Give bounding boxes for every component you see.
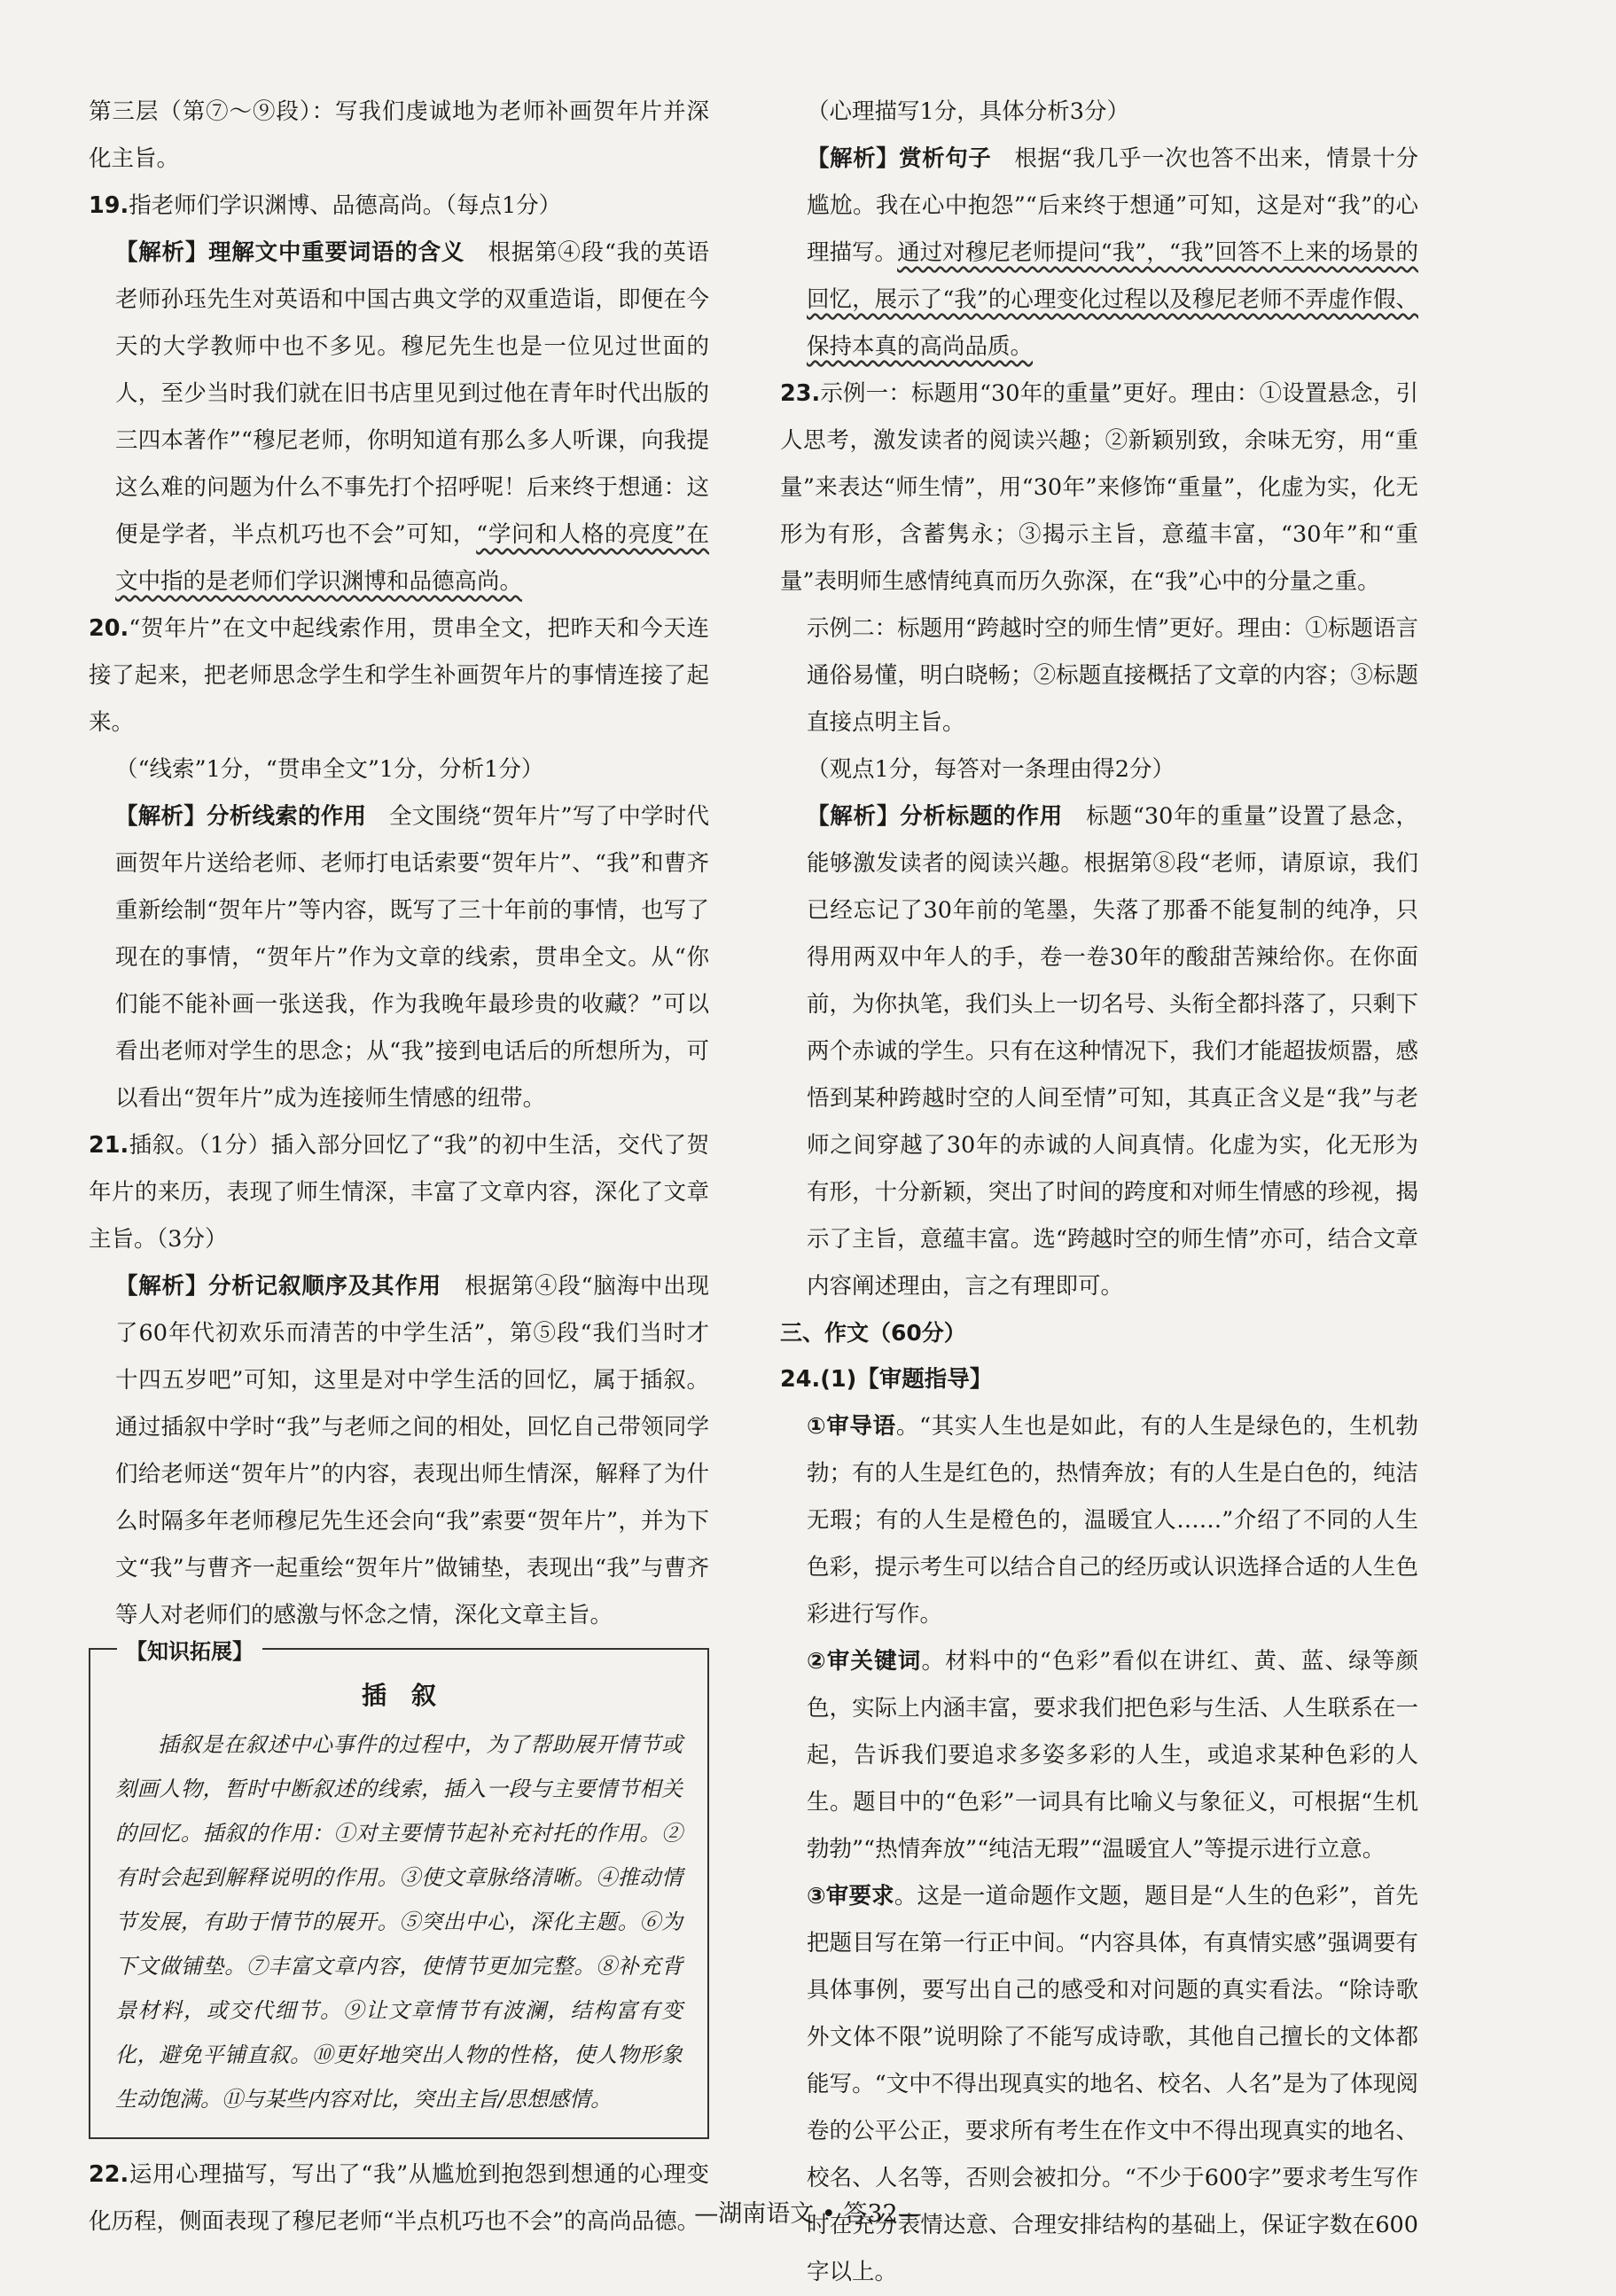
q23-analysis (780, 793, 1418, 1310)
q24-guide-intro-tag: ①审导语 (807, 1413, 896, 1440)
q20-answer-text: “贺年片”在文中起线索作用，贯串全文，把昨天和今天连接了起来，把老师思念学生和学生补画贺年片的事情连接了起来。 (89, 615, 709, 736)
q23-example-one (780, 371, 1418, 605)
q24-guide-keyword-text: 。材料中的“色彩”看似在讲红、黄、蓝、绿等颜色，实际上内涵丰富，要求我们把色彩与生活、人生联系在一起，告诉我们要追求多姿多彩的人生，或追求某种色彩的人生。题目中的“色彩”一词具有比喻义与象征义，可根据“生机勃勃”“热情奔放”“纯洁无瑕”“温暖宜人”等提示进行立意。 (807, 1648, 1419, 1863)
knowledge-box-text: 插叙是在叙述中心事件的过程中，为了帮助展开情节或刻画人物，暂时中断叙述的线索，插入一段与主要情节相关的回忆。插叙的作用：①对主要情节起补充衬托的作用。②有时会起到解释说明的作用。③使文章脉络清晰。④推动情节发展，有助于情节的展开。⑤突出中心，深化主题。⑥为下文做铺垫。⑦丰富文章内容，使情节更加完整。⑧补充背景材料，或交代细节。⑨让文章情节有波澜，结构富有变化，避免平铺直叙。⑩更好地突出人物的性格，使人物形象生动饱满。⑪与某些内容对比，突出主旨/思想感情。 (115, 1732, 683, 2112)
q24-guide-requirements (780, 1873, 1418, 2296)
q24-heading (780, 1356, 1418, 1403)
q19-number: 19. (89, 192, 129, 219)
q21-answer (89, 1122, 709, 1263)
q24-guide-tag: (1)【审题指导】 (820, 1366, 993, 1393)
q22-analysis-body: 根据“我几乎一次也答不出来，情景十分尴尬。我在心中抱怨”“后来终于想通”可知，这是对“我”的心理描写。 (807, 145, 1418, 266)
left-column (89, 89, 709, 2245)
layer-three-summary: 第三层（第⑦～⑨段）：写我们虔诚地为老师补画贺年片并深化主旨。 (89, 98, 709, 172)
q23-number: 23. (780, 380, 821, 407)
q21-number: 21. (89, 1132, 129, 1159)
q22-score: （心理描写1分，具体分析3分） (807, 98, 1129, 125)
q23-example-two: 示例二：标题用“跨越时空的师生情”更好。理由：①标题语言通俗易懂，明白晓畅；②标题直接概括了文章的内容；③标题直接点明主旨。 (807, 615, 1418, 736)
q19-answer-text: 指老师们学识渊博、品德高尚。（每点1分） (129, 192, 562, 219)
q24-guide-intro-text: 。“其实人生也是如此，有的人生是绿色的，生机勃勃；有的人生是红色的，热情奔放；有的人生是白色的，纯洁无瑕；有的人生是橙色的，温暖宜人……”介绍了不同的人生色彩，提示考生可以结合自己的经历或认识选择合适的人生色彩进行写作。 (807, 1413, 1418, 1628)
q24-guide-requirements-tag: ③审要求 (807, 1883, 894, 1909)
section-composition-heading: 三、作文（60分） (780, 1320, 966, 1346)
right-column (780, 89, 1418, 2296)
knowledge-box (89, 1639, 709, 2139)
q23-analysis-tag: 【解析】分析标题的作用 (807, 803, 1064, 830)
q22-answer-text: 运用心理描写，写出了“我”从尴尬到抱怨到想通的心理变化历程，侧面表现了穆尼老师“半点机巧也不会”的高尚品德。 (89, 2161, 709, 2235)
q24-guide-keyword (780, 1638, 1418, 1873)
q23-analysis-body: 标题“30年的重量”设置了悬念，能够激发读者的阅读兴趣。根据第⑧段“老师，请原谅，我们已经忘记了30年前的笔墨，失落了那番不能复制的纯净，只得用两双中年人的手，卷一卷30年的酸甜苦辣给你。在你面前，为你执笔，我们头上一切名号、头衔全都抖落了，只剩下两个赤诚的学生。只有在这种情况下，我们才能超拔烦嚣，感悟到某种跨越时空的人间至情”可知，其真正含义是“我”与老师之间穿越了30年的赤诚的人间真情。化虚为实，化无形为有形，十分新颖，突出了时间的跨度和对师生情感的珍视，揭示了主旨，意蕴丰富。选“跨越时空的师生情”亦可，结合文章内容阐述理由，言之有理即可。 (807, 803, 1418, 1300)
q20-score: （“线索”1分，“贯串全文”1分，分析1分） (115, 756, 544, 783)
q22-number: 22. (89, 2161, 129, 2188)
q22-analysis-tag: 【解析】赏析句子 (807, 145, 992, 172)
q20-analysis-tag: 【解析】分析线索的作用 (115, 803, 367, 830)
q19-underlined: “学问和人格的亮度”在文中指的是老师们学识渊博和品德高尚。 (115, 521, 709, 595)
q19-answer (89, 183, 709, 230)
knowledge-box-title: 插 叙 (361, 1681, 436, 1710)
knowledge-box-tag: 【知识拓展】 (117, 1634, 262, 1665)
q24-guide-intro (780, 1403, 1418, 1638)
q21-answer-text: 插叙。（1分）插入部分回忆了“我”的初中生活，交代了贺年片的来历，表现了师生情深，丰富了文章内容，深化了文章主旨。（3分） (89, 1132, 709, 1253)
q19-analysis-tag: 【解析】理解文中重要词语的含义 (115, 239, 465, 266)
q22-underlined: 通过对穆尼老师提问“我”，“我”回答不上来的场景的回忆，展示了“我”的心理变化过程以及穆尼老师不弄虚作假、保持本真的高尚品质。 (807, 239, 1418, 360)
q21-analysis-tag: 【解析】分析记叙顺序及其作用 (115, 1273, 441, 1300)
q19-analysis-body: 根据第④段“我的英语老师孙珏先生对英语和中国古典文学的双重造诣，即便在今天的大学教师中也不多见。穆尼先生也是一位见过世面的人，至少当时我们就在旧书店里见到过他在青年时代出版的三四本著作”“穆尼老师，你明知道有那么多人听课，向我提这么难的问题为什么不事先打个招呼呢！后来终于想通：这便是学者，半点机巧也不会”可知， (115, 239, 709, 548)
q19-analysis (89, 230, 709, 605)
q20-analysis (89, 793, 709, 1122)
q20-answer (89, 605, 709, 746)
q23-example-one-text: 示例一：标题用“30年的重量”更好。理由：①设置悬念，引人思考，激发读者的阅读兴趣；②新颖别致，余味无穷，用“重量”来表达“师生情”，用“30年”来修饰“重量”，化虚为实，化无形为有形，含蓄隽永；③揭示主旨，意蕴丰富，“30年”和“重量”表明师生感情纯真而历久弥深，在“我”心中的分量之重。 (780, 380, 1418, 595)
q22-analysis (780, 136, 1418, 371)
q24-number: 24. (780, 1366, 821, 1393)
q21-analysis (89, 1263, 709, 1639)
q20-analysis-body: 全文围绕“贺年片”写了中学时代画贺年片送给老师、老师打电话索要“贺年片”、“我”和曹齐重新绘制“贺年片”等内容，既写了三十年前的事情，也写了现在的事情，“贺年片”作为文章的线索，贯串全文。从“你们能不能补画一张送我，作为我晚年最珍贵的收藏？”可以看出老师对学生的思念；从“我”接到电话后的所想所为，可以看出“贺年片”成为连接师生情感的纽带。 (115, 803, 709, 1112)
page-footer: —湖南语文 • 答32— (694, 2200, 922, 2228)
q24-guide-requirements-text: 。这是一道命题作文题，题目是“人生的色彩”，首先把题目写在第一行正中间。“内容具体，有真情实感”强调要有具体事例，要写出自己的感受和对问题的真实看法。“除诗歌外文体不限”说明除了不能写成诗歌，其他自己擅长的文体都能写。“文中不得出现真实的地名、校名、人名”是为了体现阅卷的公平公正，要求所有考生在作文中不得出现真实的地名、校名、人名等，否则会被扣分。“不少于600字”要求考生写作时在充分表情达意、合理安排结构的基础上，保证字数在600字以上。 (807, 1883, 1418, 2285)
q21-analysis-body: 根据第④段“脑海中出现了60年代初欢乐而清苦的中学生活”，第⑤段“我们当时才十四五岁吧”可知，这里是对中学生活的回忆，属于插叙。通过插叙中学时“我”与老师之间的相处，回忆自己带领同学们给老师送“贺年片”的内容，表现出师生情深，解释了为什么时隔多年老师穆尼先生还会向“我”索要“贺年片”，并为下文“我”与曹齐一起重绘“贺年片”做铺垫，表现出“我”与曹齐等人对老师们的感激与怀念之情，深化文章主旨。 (115, 1273, 709, 1628)
q24-guide-keyword-tag: ②审关键词 (807, 1648, 922, 1675)
q23-score: （观点1分，每答对一条理由得2分） (807, 756, 1175, 783)
q20-number: 20. (89, 615, 129, 642)
